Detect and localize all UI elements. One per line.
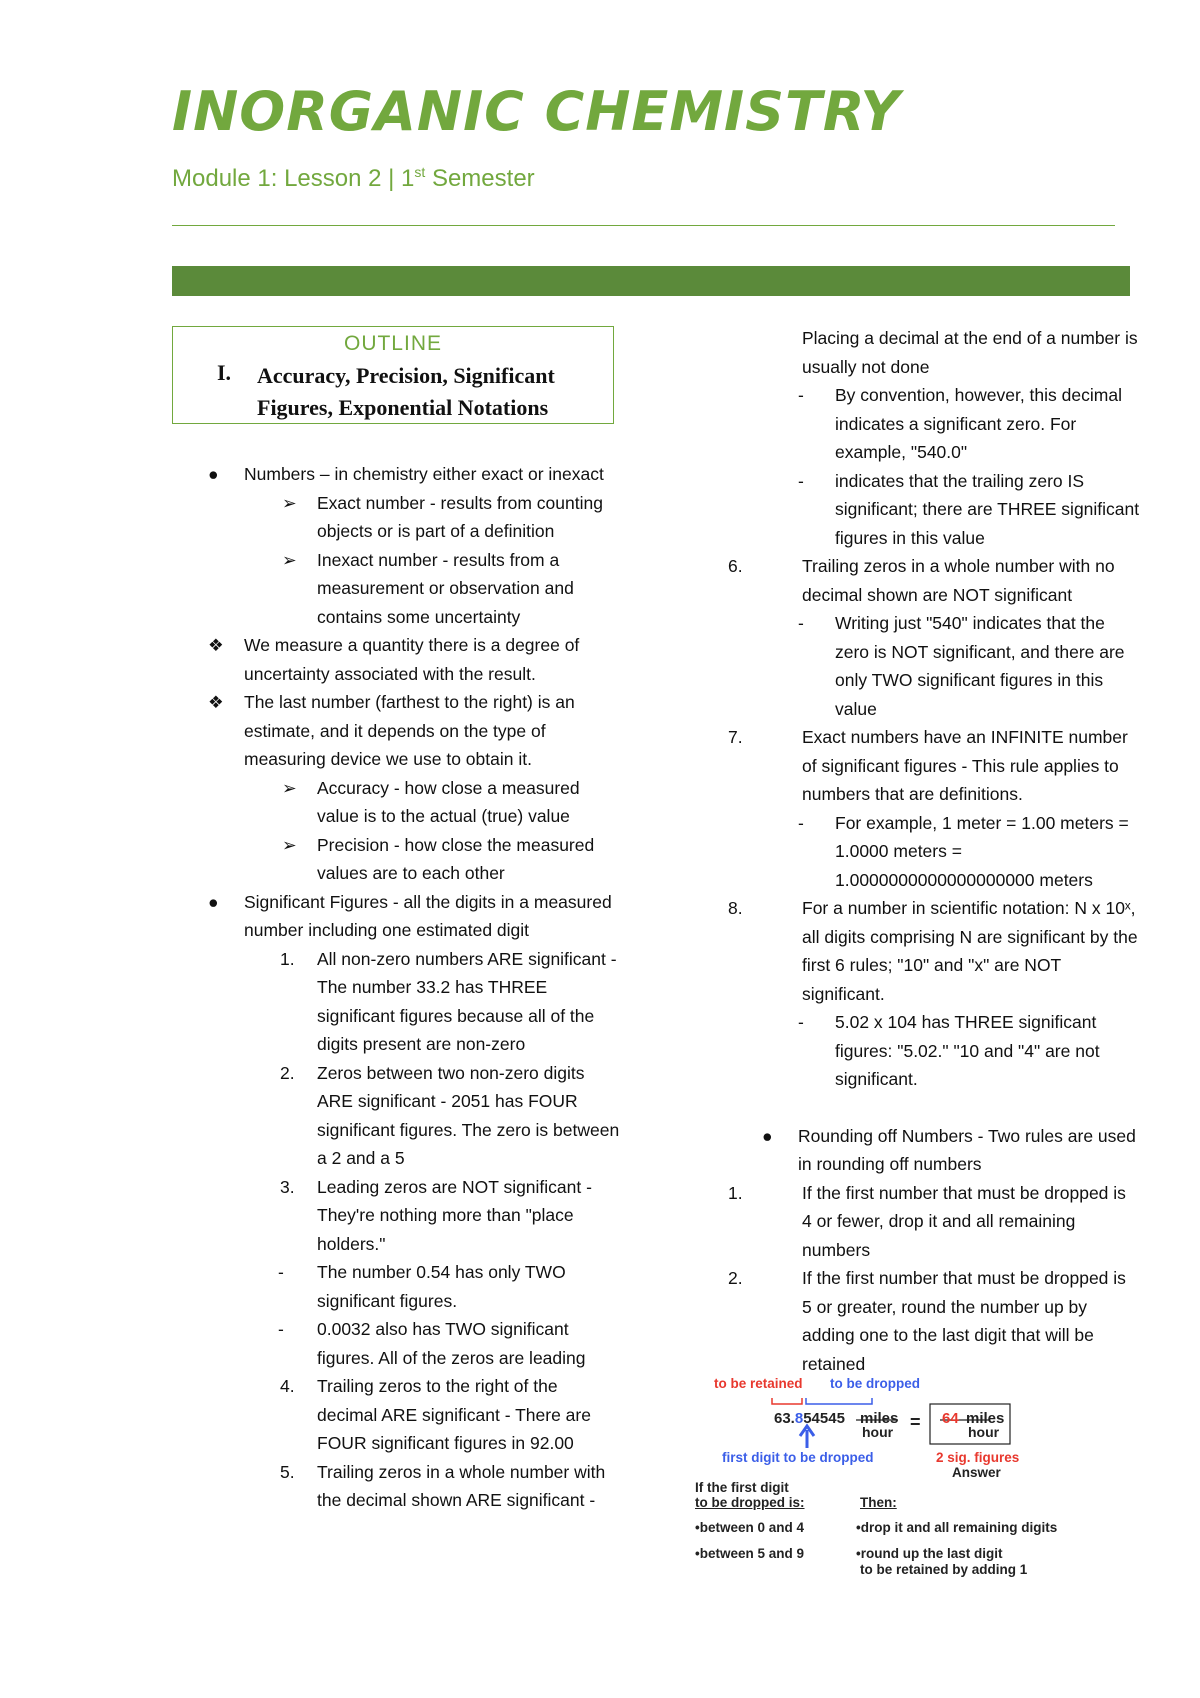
list-item-text: Precision - how close the measured values are to each other (317, 834, 595, 883)
list-item (172, 1315, 622, 1372)
list-item-text: 0.0032 also has TWO significant figures. All of the zeros are leading (317, 1319, 586, 1368)
subtitle-end: Semester (425, 165, 535, 192)
list-marker: - (798, 1012, 804, 1032)
list-item-text: The last number (farthest to the right) is an estimate, and it depends on the type of measuring device we use to obtain it. (244, 692, 575, 769)
header-divider (172, 225, 1115, 226)
list-marker: 1. (728, 1182, 743, 1203)
list-item (172, 688, 622, 774)
list-item-text: We measure a quantity there is a degree of uncertainty associated with the result. (244, 635, 580, 684)
list-item (172, 774, 622, 831)
list-item-text: Exact numbers have an INFINITE number of significant figures - This rule applies to numbers that are definitions. (802, 727, 1128, 804)
list-item-text: The number 0.54 has only TWO significant figures. (317, 1262, 566, 1311)
list-item-text: Accuracy - how close a measured value is to the actual (true) value (317, 777, 580, 826)
list-item-text: Trailing zeros in a whole number with no decimal shown are NOT significant (802, 556, 1115, 605)
list-item (172, 945, 622, 1059)
list-marker: 2. (280, 1062, 295, 1083)
list-item (720, 467, 1140, 553)
equals-sign: = (910, 1412, 921, 1432)
unit-bottom: hour (862, 1424, 894, 1440)
list-item-text: Zeros between two non-zero digits ARE significant - 2051 has FOUR significant figures. The zero is between a 2 and a 5 (317, 1062, 620, 1168)
list-item-text: Inexact number - results from a measurement or observation and contains some uncertainty (317, 549, 574, 627)
document-title: INORGANIC CHEMISTRY (172, 80, 901, 143)
list-item-text: Significant Figures - all the digits in a measured number including one estimated digit (244, 891, 612, 940)
table-row1-right: •drop it and all remaining digits (856, 1520, 1058, 1535)
list-marker: - (798, 613, 804, 633)
list-item-text: All non-zero numbers ARE significant - The number 33.2 has THREE significant figures because all of the digits present are non-zero (317, 948, 617, 1054)
right-column (720, 324, 1140, 1378)
document-subtitle (172, 164, 535, 193)
list-marker: - (798, 470, 804, 491)
table-row2-left: •between 5 and 9 (695, 1546, 805, 1561)
list-item (720, 552, 1140, 609)
list-item (172, 888, 622, 945)
list-item-text: If the first number that must be dropped is 4 or fewer, drop it and all remaining numbers (802, 1182, 1126, 1260)
list-item-text: Trailing zeros in a whole number with the decimal shown ARE significant - (317, 1461, 606, 1510)
list-marker: ❖ (208, 692, 224, 712)
figure-retained-label: to be retained (714, 1376, 803, 1391)
green-banner (172, 266, 1130, 296)
list-item-text: For a number in scientific notation: N x 10ˣ, all digits comprising N are significant by the first 6 rules; "10" and "x" are NOT significant. (802, 898, 1138, 1004)
list-item-text: Trailing zeros to the right of the decimal ARE significant - There are FOUR significant figures in 92.00 (317, 1376, 591, 1453)
list-item (172, 546, 622, 632)
rounding-figure (690, 1374, 1090, 1584)
list-item (172, 831, 622, 888)
list-item (720, 1122, 1140, 1179)
list-marker: 4. (280, 1376, 295, 1396)
list-item (720, 809, 1140, 895)
list-marker: ➢ (282, 834, 297, 855)
list-item (172, 460, 622, 489)
number-retained-part: 63. (774, 1410, 795, 1427)
outline-item-text: Accuracy, Precision, Significant Figures, Exponential Notations (257, 363, 555, 420)
result-number: 64 (942, 1410, 959, 1427)
list-item-text: Exact number - results from counting objects or is part of a definition (317, 492, 603, 541)
list-marker: 3. (280, 1176, 295, 1197)
list-item (720, 723, 1140, 809)
list-item (720, 894, 1140, 1008)
number-first-dropped-digit: 8 (794, 1410, 804, 1427)
result-unit-top: miles (966, 1410, 1005, 1427)
list-item-text: By convention, however, this decimal indicates a significant zero. For example, "540.0" (835, 385, 1122, 462)
outline-box (172, 326, 614, 424)
outline-item-number: I. (216, 360, 231, 385)
subtitle-superscript: st (414, 164, 426, 180)
list-item-text: Leading zeros are NOT significant - They're nothing more than "place holders." (317, 1176, 592, 1254)
list-marker: - (278, 1319, 284, 1339)
list-item (172, 631, 622, 688)
list-marker: 2. (728, 1268, 743, 1288)
list-item-text: 5.02 x 104 has THREE significant figures: "5.02." "10 and "4" are not significant. (835, 1012, 1100, 1089)
answer-label: Answer (952, 1465, 1001, 1480)
list-item (720, 1179, 1140, 1265)
outline-heading: OUTLINE (343, 332, 442, 355)
list-marker: ● (208, 891, 219, 912)
list-marker: ➢ (282, 777, 297, 798)
list-item (720, 381, 1140, 467)
list-item-text: Placing a decimal at the end of a number is usually not done (802, 328, 1138, 377)
subtitle-text: Module 1: Lesson 2 | 1 (172, 165, 415, 192)
number-dropped-part: 54545 (803, 1410, 845, 1427)
list-marker: - (798, 812, 804, 833)
dropped-bracket (806, 1398, 872, 1404)
list-marker: ● (762, 1125, 773, 1146)
list-item-text: Numbers – in chemistry either exact or inexact (244, 464, 604, 484)
result-unit-bottom: hour (968, 1424, 1000, 1440)
arrow-up-icon (800, 1426, 814, 1448)
list-item (172, 489, 622, 546)
list-item-text: Rounding off Numbers - Two rules are used in rounding off numbers (798, 1125, 1136, 1174)
left-column (172, 460, 622, 1515)
spacer (720, 1094, 1140, 1122)
list-item-text: Writing just "540" indicates that the zero is NOT significant, and there are only TWO significant figures in this value (835, 613, 1125, 719)
table-left-head-1: If the first digit (695, 1480, 789, 1495)
list-marker: - (278, 1262, 284, 1282)
list-item (172, 1258, 622, 1315)
list-marker: 6. (728, 556, 743, 576)
list-marker: 7. (728, 727, 743, 747)
figure-dropped-label: to be dropped (830, 1376, 920, 1391)
list-item-text: indicates that the trailing zero IS significant; there are THREE significant figures in this value (835, 470, 1140, 548)
figure-number (774, 1410, 845, 1427)
list-item (720, 324, 1140, 381)
first-digit-label: first digit to be dropped (722, 1450, 874, 1465)
list-marker: 8. (728, 898, 743, 918)
list-item (172, 1173, 622, 1259)
list-marker: ➢ (282, 492, 297, 513)
table-row2-right-2: to be retained by adding 1 (860, 1562, 1028, 1577)
list-item-text: For example, 1 meter = 1.00 meters = 1.0000 meters = 1.0000000000000000000 meters (835, 812, 1129, 890)
list-marker: ● (208, 464, 219, 484)
list-marker: ➢ (282, 549, 297, 570)
outline-item (173, 360, 613, 424)
retained-bracket (772, 1398, 802, 1404)
list-item (172, 1458, 622, 1515)
list-marker: - (798, 385, 804, 405)
list-item (720, 609, 1140, 723)
list-item (720, 1008, 1140, 1094)
list-item (172, 1059, 622, 1173)
list-item (172, 1372, 622, 1458)
list-marker: 1. (280, 948, 295, 969)
table-left-head-2: to be dropped is: (695, 1495, 805, 1510)
unit-top: miles (860, 1410, 899, 1427)
table-row1-left: •between 0 and 4 (695, 1520, 805, 1535)
list-item-text: If the first number that must be dropped is 5 or greater, round the number up by adding one to the last digit that will be retained (802, 1268, 1126, 1374)
list-marker: ❖ (208, 635, 224, 655)
list-item (720, 1264, 1140, 1378)
sig-figures-label: 2 sig. figures (936, 1450, 1020, 1465)
list-marker: 5. (280, 1461, 295, 1482)
table-right-head: Then: (860, 1495, 897, 1510)
table-row2-right-1: •round up the last digit (856, 1546, 1003, 1561)
